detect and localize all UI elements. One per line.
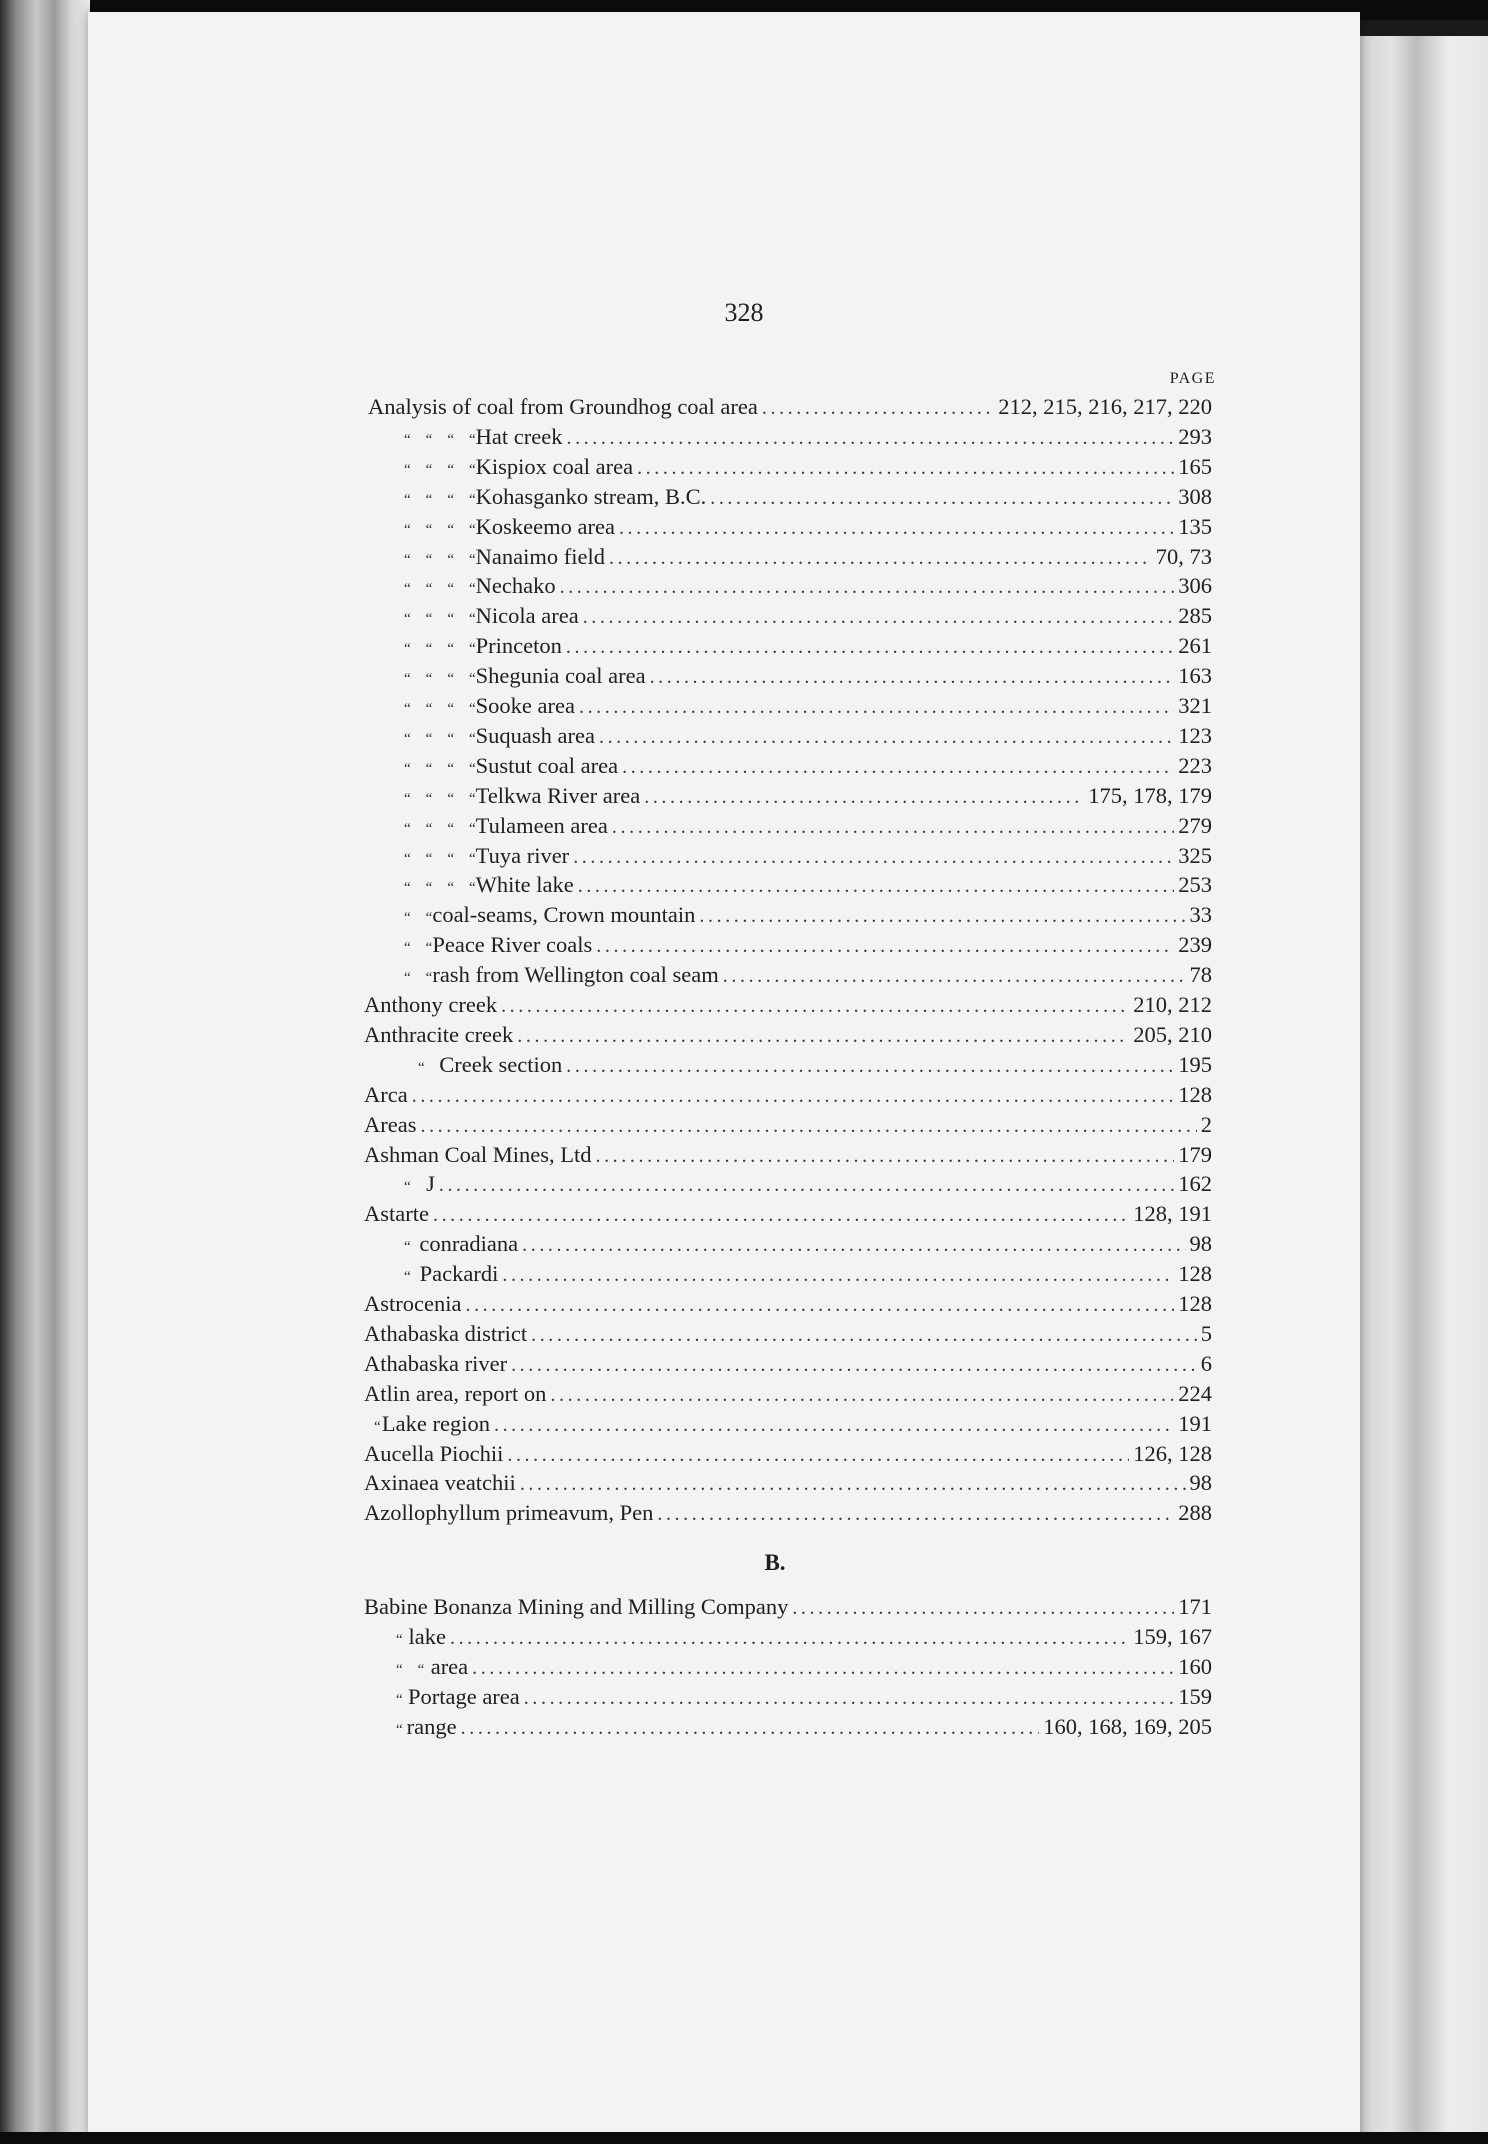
entry-label: Athabaska district — [364, 1320, 528, 1346]
entry-page-numbers: 212, 215, 216, 217, 220 — [998, 394, 1212, 419]
dot-leader — [595, 1141, 1174, 1171]
entry-page-numbers: 160, 168, 169, 205 — [1043, 1714, 1212, 1739]
entry-page-numbers: 171 — [1178, 1594, 1212, 1619]
entry-label: Axinaea veatchii — [364, 1470, 516, 1496]
entry-page-numbers: 98 — [1189, 1470, 1212, 1496]
entry-page-numbers: 2 — [1200, 1111, 1212, 1137]
entry-page-numbers: 279 — [1178, 812, 1212, 838]
dot-leader — [439, 1170, 1174, 1200]
dot-leader — [450, 1623, 1129, 1653]
entry-label: area — [430, 1654, 469, 1679]
ditto-marks: “ “ “ “ — [404, 461, 476, 478]
entry-page-numbers: 179 — [1178, 1141, 1212, 1167]
entry-label: Astrocenia — [364, 1291, 462, 1316]
dot-leader — [637, 453, 1174, 483]
entry-page-numbers: 123 — [1178, 722, 1212, 748]
ditto-marks: “ “ “ “ — [404, 850, 476, 867]
index-entry-row — [404, 900, 1212, 930]
entry-label: Areas — [364, 1111, 417, 1137]
entry-page-numbers: 128 — [1178, 1291, 1212, 1316]
ditto-marks: “ — [404, 1179, 411, 1196]
ditto-marks: “ “ “ “ — [404, 760, 476, 777]
entry-label: Ashman Coal Mines, Ltd — [364, 1141, 592, 1167]
entry-label: Shegunia coal area — [475, 663, 646, 689]
dot-leader — [699, 901, 1185, 931]
index-entry-row — [364, 1289, 1212, 1319]
entry-label: Aucella Piochii — [364, 1440, 504, 1466]
entry-label: Kohasganko stream, B.C. — [475, 483, 707, 509]
index-entry-row — [364, 1020, 1212, 1050]
dot-leader — [550, 1380, 1174, 1410]
entry-page-numbers: 239 — [1178, 932, 1212, 958]
dot-leader — [531, 1320, 1197, 1350]
ditto-marks: “ “ “ “ — [404, 671, 476, 688]
dot-leader — [502, 1260, 1174, 1290]
index-entry-row — [404, 721, 1212, 751]
dot-leader — [596, 931, 1174, 961]
index-entry-row — [404, 482, 1212, 512]
index-entry-row — [404, 930, 1212, 960]
entry-label: Portage area — [407, 1684, 520, 1709]
entry-label: Sooke area — [475, 693, 575, 718]
index-entry-row — [364, 1468, 1212, 1498]
index-entry-row — [364, 1140, 1212, 1170]
entry-label: Telkwa River area — [475, 782, 641, 808]
page-column-heading: PAGE — [1169, 370, 1216, 387]
entry-label: conradiana — [419, 1231, 519, 1257]
index-entry-row — [404, 422, 1212, 452]
index-entry-row — [404, 841, 1212, 871]
index-entry-row — [404, 811, 1212, 841]
index-entry-row — [364, 1080, 1212, 1110]
ditto-marks: “ “ “ “ — [404, 790, 476, 807]
ditto-marks: “ “ “ “ — [404, 431, 476, 448]
index-entry-row — [396, 1682, 1212, 1712]
dot-leader — [560, 572, 1175, 602]
entry-page-numbers: 5 — [1200, 1320, 1212, 1346]
dot-leader — [762, 393, 994, 423]
entry-page-numbers: 70, 73 — [1155, 543, 1212, 569]
index-entry-row — [404, 1259, 1212, 1289]
entry-page-numbers: 308 — [1178, 483, 1212, 509]
ditto-marks: “ “ “ “ — [404, 551, 476, 568]
dot-leader — [472, 1653, 1174, 1683]
ditto-marks: “ “ “ “ — [404, 820, 476, 837]
dot-leader — [609, 543, 1152, 573]
entry-page-numbers: 306 — [1178, 573, 1212, 599]
entry-page-numbers: 195 — [1178, 1051, 1212, 1077]
index-entry-row — [364, 1592, 1212, 1622]
dot-leader — [501, 991, 1129, 1021]
index-entry-row — [404, 512, 1212, 542]
dot-leader — [494, 1410, 1174, 1440]
entry-label: range — [406, 1714, 457, 1739]
dot-leader — [412, 1081, 1175, 1111]
entry-label: Nanaimo field — [475, 543, 605, 569]
index-entry-row — [364, 1110, 1212, 1140]
entry-label: Sustut coal area — [475, 752, 619, 778]
ditto-marks: “ — [404, 1239, 411, 1256]
ditto-marks: “ “ “ “ — [404, 581, 476, 598]
entry-label: Nicola area — [475, 603, 579, 629]
index-entry-row — [404, 631, 1212, 661]
index-entry-row — [404, 1169, 1212, 1199]
page-number: 328 — [724, 298, 764, 327]
dot-leader — [622, 752, 1174, 782]
entry-label: Arca — [364, 1081, 408, 1107]
entry-label: Athabaska river — [364, 1350, 508, 1376]
index-entry-row — [374, 1409, 1212, 1439]
ditto-marks: “ — [396, 1722, 403, 1738]
ditto-marks: “ “ — [404, 940, 433, 957]
index-entry-row — [364, 1379, 1212, 1409]
dot-leader — [465, 1290, 1174, 1320]
entry-label: Tuya river — [475, 842, 570, 868]
entry-page-numbers: 160 — [1178, 1654, 1212, 1679]
entry-label: Anthracite creek — [364, 1021, 514, 1047]
index-entry-row — [404, 751, 1212, 781]
entry-page-numbers: 321 — [1178, 693, 1212, 718]
entry-page-numbers: 78 — [1189, 962, 1212, 988]
entry-page-numbers: 98 — [1189, 1231, 1212, 1257]
dot-leader — [644, 782, 1084, 812]
entry-page-numbers: 261 — [1178, 633, 1212, 659]
index-entry-row — [404, 960, 1212, 990]
entry-label: White lake — [475, 872, 574, 898]
ditto-marks: “ — [374, 1418, 381, 1435]
entry-page-numbers: 128, 191 — [1133, 1201, 1212, 1227]
entry-label: Koskeemo area — [475, 513, 615, 539]
dot-leader — [511, 1350, 1197, 1380]
entry-page-numbers: 165 — [1178, 453, 1212, 479]
ditto-marks: “ “ — [396, 1662, 425, 1678]
entry-page-numbers: 210, 212 — [1133, 992, 1212, 1017]
entry-page-numbers: 325 — [1178, 842, 1212, 868]
entry-label: J — [426, 1171, 435, 1197]
dot-leader — [657, 1499, 1174, 1529]
dot-leader — [461, 1713, 1040, 1743]
entry-label: rash from Wellington coal seam — [432, 962, 719, 988]
entry-page-numbers: 285 — [1178, 603, 1212, 629]
dot-leader — [566, 1051, 1174, 1081]
ditto-marks: “ “ — [404, 970, 433, 987]
index-entry-row — [364, 1319, 1212, 1349]
ditto-marks: “ — [404, 1269, 411, 1286]
entry-page-numbers: 288 — [1178, 1500, 1212, 1526]
dot-leader — [579, 692, 1174, 722]
index-entry-row — [404, 452, 1212, 482]
ditto-marks: “ “ — [404, 910, 433, 927]
entry-label: Packardi — [419, 1261, 499, 1287]
entry-label: Analysis of coal from Groundhog coal area — [368, 394, 758, 419]
index-entry-row — [404, 1229, 1212, 1259]
entry-page-numbers: 33 — [1189, 902, 1212, 928]
entry-page-numbers: 253 — [1178, 872, 1212, 898]
entry-label: Kispiox coal area — [475, 453, 634, 479]
dot-leader — [524, 1683, 1174, 1713]
index-entry-row — [364, 1199, 1212, 1229]
index-entry-row — [396, 1652, 1212, 1682]
ditto-marks: “ “ “ “ — [404, 880, 476, 897]
dot-leader — [522, 1230, 1185, 1260]
index-entry-row — [396, 1712, 1212, 1742]
entry-page-numbers: 159, 167 — [1133, 1624, 1212, 1649]
entry-label: Tulameen area — [475, 812, 608, 838]
entry-label: Peace River coals — [432, 932, 593, 958]
ditto-marks: “ “ “ “ — [404, 730, 476, 747]
entry-page-numbers: 293 — [1178, 423, 1212, 449]
entry-page-numbers: 128 — [1178, 1261, 1212, 1287]
ditto-marks: “ “ “ “ — [404, 701, 476, 717]
entry-page-numbers: 223 — [1178, 752, 1212, 778]
entry-label: Babine Bonanza Mining and Milling Company — [364, 1594, 789, 1619]
dot-leader — [520, 1469, 1186, 1499]
index-entry-row — [404, 542, 1212, 572]
dot-leader — [566, 632, 1174, 662]
dot-leader — [650, 662, 1175, 692]
entry-label: Astarte — [364, 1201, 429, 1227]
entry-label: lake — [408, 1624, 446, 1649]
entry-page-numbers: 205, 210 — [1133, 1021, 1212, 1047]
dot-leader — [583, 602, 1175, 632]
dot-leader — [612, 812, 1174, 842]
entry-label: Anthony creek — [364, 992, 498, 1017]
index-entry-row — [364, 990, 1212, 1020]
entry-page-numbers: 163 — [1178, 663, 1212, 689]
entry-label: Princeton — [475, 633, 562, 659]
ditto-marks: “ “ “ “ — [404, 521, 476, 538]
dot-leader — [599, 722, 1174, 752]
ditto-marks: “ “ “ “ — [404, 611, 476, 628]
index-entry-row — [404, 571, 1212, 601]
section-heading-b: B. — [764, 1550, 786, 1575]
entry-label: Hat creek — [475, 423, 563, 449]
index-entry-row — [404, 601, 1212, 631]
index-entry-row — [396, 1622, 1212, 1652]
entry-label: Lake region — [381, 1410, 490, 1436]
entry-page-numbers: 6 — [1200, 1350, 1212, 1376]
index-entry-row — [404, 781, 1212, 811]
dot-leader — [578, 871, 1175, 901]
entry-page-numbers: 162 — [1178, 1171, 1212, 1197]
dot-leader — [566, 423, 1174, 453]
dot-leader — [420, 1111, 1196, 1141]
index-entry-row — [364, 1439, 1212, 1469]
entry-label: coal-seams, Crown mountain — [432, 902, 696, 928]
entry-label: Creek section — [439, 1051, 563, 1077]
ditto-marks: “ “ “ “ — [404, 641, 476, 658]
index-entry-row — [404, 691, 1212, 721]
index-entry-row — [404, 661, 1212, 691]
dot-leader — [619, 513, 1174, 543]
index-entry-row — [364, 1349, 1212, 1379]
dot-leader — [710, 483, 1174, 513]
index-entry-row — [418, 1050, 1212, 1080]
dot-leader — [573, 842, 1174, 872]
ditto-marks: “ — [396, 1692, 403, 1708]
entry-label: Azollophyllum primeavum, Pen — [364, 1500, 654, 1526]
entry-page-numbers: 128 — [1178, 1081, 1212, 1107]
dot-leader — [517, 1021, 1129, 1051]
entry-page-numbers: 175, 178, 179 — [1088, 782, 1212, 808]
ditto-marks: “ — [418, 1059, 425, 1076]
index-entry-row — [368, 392, 1212, 422]
dot-leader — [507, 1440, 1129, 1470]
entry-page-numbers: 135 — [1178, 513, 1212, 539]
entry-label: Nechako — [475, 573, 556, 599]
ditto-marks: “ — [396, 1632, 403, 1648]
index-entry-row — [404, 870, 1212, 900]
entry-page-numbers: 191 — [1178, 1410, 1212, 1436]
entry-page-numbers: 224 — [1178, 1380, 1212, 1406]
ditto-marks: “ “ “ “ — [404, 491, 476, 508]
entry-page-numbers: 159 — [1178, 1684, 1212, 1709]
entry-label: Atlin area, report on — [364, 1380, 547, 1406]
dot-leader — [723, 961, 1186, 991]
index-entry-row — [364, 1498, 1212, 1528]
dot-leader — [433, 1200, 1129, 1230]
entry-page-numbers: 126, 128 — [1133, 1440, 1212, 1466]
dot-leader — [792, 1593, 1174, 1623]
entry-label: Suquash area — [475, 722, 595, 748]
